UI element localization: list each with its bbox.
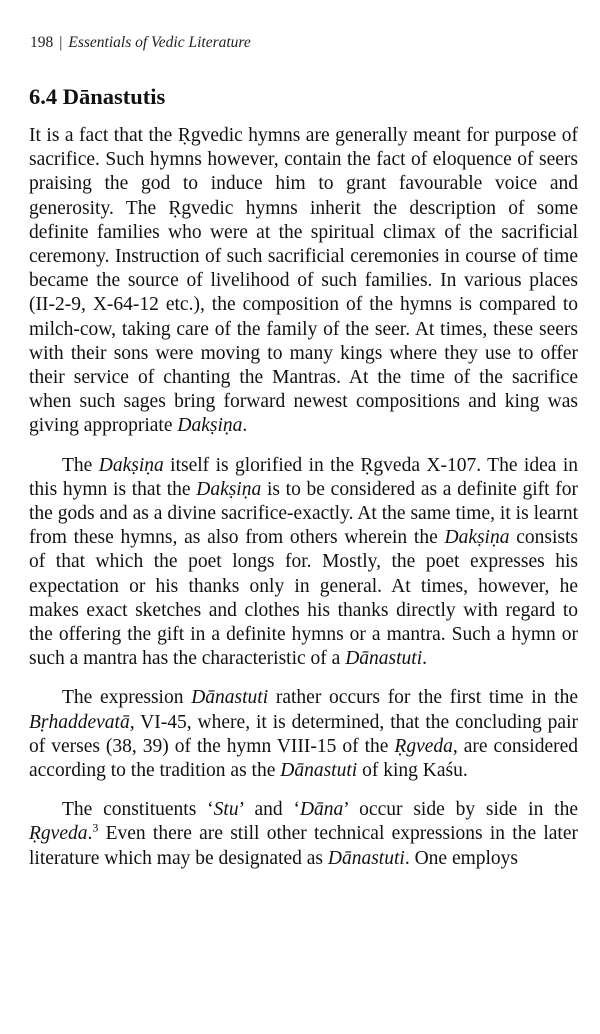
text-run: itself is glorified in the Ṛgveda X-107. The idea in this hymn is that the: [29, 454, 578, 500]
italic-term: Bṛhaddevatā: [29, 711, 130, 733]
text-run: The: [62, 454, 99, 476]
section-heading: 6.4 Dānastutis: [29, 84, 166, 109]
text-run: of king Kaśu.: [357, 760, 468, 782]
text-run: , VI-45, where, it is determined, that the concluding pair of verses (38, 39) of the hymn VIII-15 of the: [29, 711, 578, 757]
text-run: It is a fact that the Ṛgvedic hymns are generally meant for purpose of sacrifice. Such hymns however, contain the fact of eloquence of seers praising the god to induce him to grant favourable voice and generosity. The Ṛgvedic hymns inherit the description of some definite families who were at the spiritual climax of the sacrificial ceremony. Instruction of such sacrificial ceremonies in course of time became the source of livelihood of such families. In various places (II-2-9, X-64-12 etc.), the composition of the hymns is compared to milch-cow, taking care of the family of the seer. At times, these seers with their sons were moving to many kings where they use to offer their service of chanting the Mantras. At the time of the sacrifice when such sages bring forward newest compositions and king was giving appropriate: [29, 125, 578, 437]
italic-term: Dānastuti: [327, 847, 405, 869]
footnote-marker: 3: [92, 820, 99, 835]
text-run: .: [87, 823, 93, 845]
italic-term: Stu: [213, 799, 239, 821]
text-run: consists of that which the poet longs for. Mostly, the poet expresses his expectation or his thanks only in general. At times, however, he makes exact sketches and clothes his thanks directly with regard to the offering the gift in a definite hymns or a mantra. Such a hymn or such a mantra has the characteristic of a: [29, 527, 578, 670]
paragraph: [29, 798, 578, 871]
italic-term: Ṛgveda: [29, 823, 88, 845]
paragraph: [29, 454, 578, 672]
text-run: , are considered according to the tradition as the: [29, 735, 578, 782]
italic-term: Dānastuti: [345, 648, 423, 670]
text-run: rather occurs for the first time in the: [268, 687, 578, 709]
paragraph: [29, 686, 578, 783]
italic-term: Ṛgveda: [394, 735, 453, 757]
paragraph: [29, 124, 578, 439]
italic-term: Dakṣiṇa: [196, 478, 262, 500]
italic-term: Dānastuti: [191, 687, 269, 709]
italic-term: Dakṣiṇa: [98, 454, 164, 476]
text-run: Even there are still other technical expressions in the later literature which may be designated as: [29, 823, 578, 869]
italic-term: Dakṣiṇa: [444, 527, 510, 549]
italic-term: Dāna: [299, 799, 344, 821]
page-number: 198: [30, 34, 54, 51]
book-title: Essentials of Vedic Literature: [68, 34, 251, 51]
text-run: ’ occur side by side in the: [343, 799, 578, 821]
text-run: The expression: [62, 687, 192, 709]
text-run: . One employs: [404, 847, 519, 869]
text-run: .: [422, 648, 427, 670]
italic-term: Dakṣiṇa: [177, 415, 243, 437]
text-run: The constituents ‘: [62, 799, 214, 821]
text-run: ’ and ‘: [238, 799, 300, 821]
header-separator: |: [59, 34, 63, 51]
body-text: [29, 124, 578, 886]
running-head: [30, 34, 251, 52]
italic-term: Dānastuti: [280, 760, 358, 782]
text-run: .: [242, 415, 248, 437]
text-run: is to be considered as a definite gift for the gods and as a divine sacrifice-exactly. At the same time, it is learnt from these hymns, as also from others wherein the: [29, 478, 578, 549]
